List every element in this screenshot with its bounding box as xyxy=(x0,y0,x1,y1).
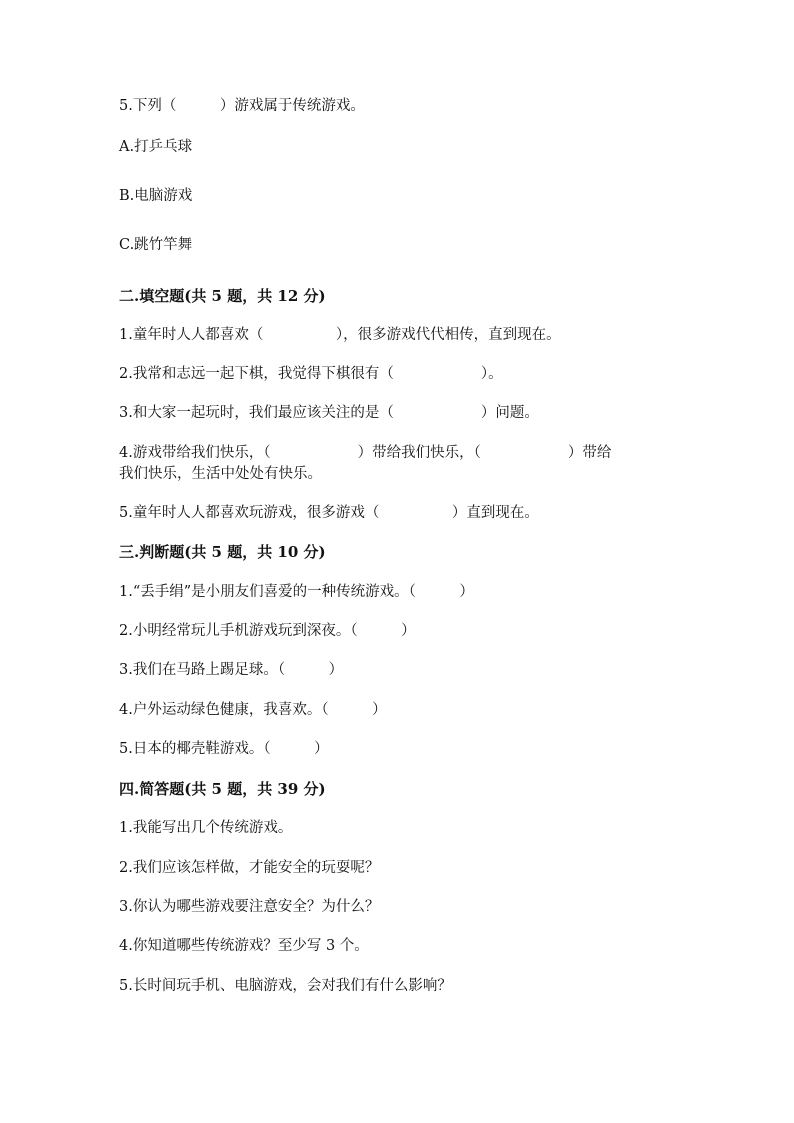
short-question-3: 3.你认为哪些游戏要注意安全？为什么？ xyxy=(119,899,380,915)
judge-section-heading: 三.判断题(共 5 题，共 10 分) xyxy=(119,543,326,561)
judge-question-4: 4.户外运动绿色健康，我喜欢。（ ） xyxy=(119,702,387,718)
mc-option-b: B.电脑游戏 xyxy=(119,188,193,204)
fill-question-3: 3.和大家一起玩时，我们最应该关注的是（ ）问题。 xyxy=(119,405,539,421)
fill-question-1: 1.童年时人人都喜欢（ ），很多游戏代代相传，直到现在。 xyxy=(119,327,561,343)
mc-question-5: 5.下列（ ）游戏属于传统游戏。 xyxy=(119,98,365,114)
short-question-5: 5.长时间玩手机、电脑游戏，会对我们有什么影响？ xyxy=(119,978,452,994)
short-question-2: 2.我们应该怎样做，才能安全的玩耍呢？ xyxy=(119,860,380,876)
short-section-heading: 四.简答题(共 5 题，共 39 分) xyxy=(119,780,326,798)
judge-question-1: 1.“丢手绢”是小朋友们喜爱的一种传统游戏。（ ） xyxy=(119,584,474,600)
judge-question-2: 2.小明经常玩儿手机游戏玩到深夜。（ ） xyxy=(119,623,416,639)
short-question-4: 4.你知道哪些传统游戏？至少写 3 个。 xyxy=(119,938,369,954)
judge-question-3: 3.我们在马路上踢足球。（ ） xyxy=(119,662,344,678)
fill-question-2: 2.我常和志远一起下棋，我觉得下棋很有（ ）。 xyxy=(119,366,503,382)
short-question-1: 1.我能写出几个传统游戏。 xyxy=(119,820,293,836)
judge-question-5: 5.日本的椰壳鞋游戏。（ ） xyxy=(119,741,329,757)
fill-question-4-line-1: 4.游戏带给我们快乐，（ ）带给我们快乐，（ ）带给 xyxy=(119,445,612,461)
fill-question-4-line-2: 我们快乐，生活中处处有快乐。 xyxy=(119,466,322,482)
fill-section-heading: 二.填空题(共 5 题，共 12 分) xyxy=(119,287,326,305)
fill-question-5: 5.童年时人人都喜欢玩游戏，很多游戏（ ）直到现在。 xyxy=(119,505,539,521)
mc-option-a: A.打乒乓球 xyxy=(119,139,193,155)
mc-option-c: C.跳竹竿舞 xyxy=(119,237,193,253)
